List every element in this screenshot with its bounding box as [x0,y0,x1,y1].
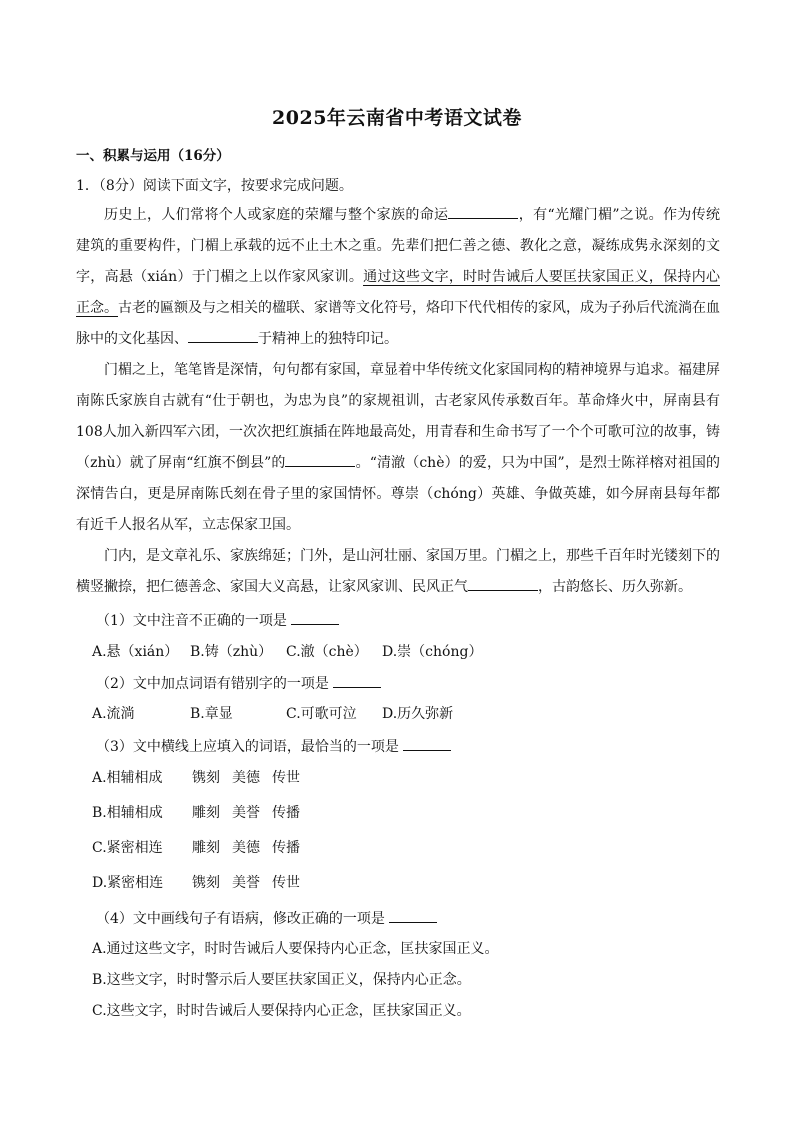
answer-blank [285,452,355,467]
option-word: 美誉 [232,805,260,821]
passage-text: ，有“光耀门楣”之说。作为传统建筑的重要构件，门楣上承载的远不止土木之重。先辈们把仁善之德、教化之意，凝练成隽永深刻的文字，高悬（xián）于门楣之上以作家风家训。 [76,207,720,285]
option-word: 美德 [232,770,260,786]
question-heading: 1．（8分）阅读下面文字，按要求完成问题。 [76,178,353,194]
option-word: 雕刻 [192,805,220,821]
option-d[interactable]: D.崇（chóng） [382,644,483,660]
option-word: 传世 [272,770,300,786]
option-word: 镌刻 [192,875,220,891]
option-word: 传播 [272,840,300,856]
passage-text: 。“清澈（chè）的爱，只为中国”，是烈士陈祥榕对祖国的深情告白，更是屏南陈氏刻在骨子里的家国情怀。尊崇（chóng）英雄、争做英雄，如今屏南县每年都有近千人报名从军，立志保家卫国。 [76,455,720,533]
page-title: 2025年云南省中考语文试卷 [272,107,522,129]
stem-text: （3）文中横线上应填入的词语，最恰当的一项是 [96,739,399,755]
subquestion-2-stem [96,673,381,694]
passage-text: 门内，是文章礼乐、家族绵延；门外，是山河壮丽、家国万里。门楣之上，那些千百年时光镂刻下的横竖撇捺，把仁德善念、家国大义高悬，让家风家训、民风正气 [76,548,720,595]
answer-blank [448,204,518,219]
passage-paragraph-1 [76,200,720,355]
passage-paragraph-2 [76,355,720,541]
option-label: C.紧密相连 [92,840,163,856]
option-b[interactable]: B.铸（zhù） [190,644,273,660]
reading-passage [76,200,720,603]
option-c[interactable]: C.澈（chè） [286,644,368,660]
option-a[interactable]: A.悬（xián） [92,644,179,660]
subquestion-3-stem [96,736,451,757]
subquestion-3-option-c[interactable] [92,838,300,858]
passage-text: 门楣之上，笔笔皆是深情，句句都有家国，章显着中华传统文化家国同构的精神境界与追求。福建屏南陈氏家族自古就有“仕于朝也，为忠为良”的家规祖训，古老家风传承数百年。革命烽火中，屏南县有108人加入新四军六团，一次次把红旗插在阵地最高处，用青春和生命书写了一个个可歌可泣的故事，铸（zhù）就了屏南“红旗不倒县”的 [76,362,720,471]
subquestion-3-option-d[interactable] [92,873,300,893]
stem-text: （4）文中画线句子有语病，修改正确的一项是 [96,911,385,927]
passage-text: 历史上，人们常将个人或家庭的荣耀与整个家族的命运 [104,207,449,223]
option-word: 镌刻 [192,770,220,786]
subquestion-1-stem [96,610,339,631]
answer-blank [403,736,451,751]
underlined-sentence: 通过这些文字，时时告诫后人要匡扶家国正义，保持内心正念。 [76,269,720,316]
option-a[interactable]: A.流淌 [92,706,135,722]
subquestion-1-options [92,642,482,662]
answer-blank [333,673,381,688]
option-label: B.相辅相成 [92,805,163,821]
subquestion-4-option-b[interactable]: B.这些文字，时时警示后人要匡扶家国正义，保持内心正念。 [92,972,471,988]
answer-blank [291,610,339,625]
passage-text: ，古韵悠长、历久弥新。 [538,579,692,595]
option-word: 传世 [272,875,300,891]
answer-blank [188,328,258,343]
answer-blank [468,576,538,591]
option-d[interactable]: D.历久弥新 [382,706,454,722]
option-word: 雕刻 [192,840,220,856]
option-b[interactable]: B.章显 [190,706,233,722]
passage-text: 于精神上的独特印记。 [258,331,398,347]
option-c[interactable]: C.可歌可泣 [286,706,357,722]
option-label: A.相辅相成 [92,770,163,786]
option-word: 美誉 [232,875,260,891]
subquestion-3-option-a[interactable] [92,768,300,788]
stem-text: （1）文中注音不正确的一项是 [96,613,287,629]
stem-text: （2）文中加点词语有错别字的一项是 [96,676,329,692]
subquestion-3-option-b[interactable] [92,803,300,823]
option-word: 传播 [272,805,300,821]
answer-blank [389,908,437,923]
passage-paragraph-3 [76,541,720,603]
subquestion-2-options [92,704,453,724]
subquestion-4-option-c[interactable]: C.这些文字，时时告诫后人要保持内心正念，匡扶家国正义。 [92,1003,471,1019]
subquestion-4-stem [96,908,437,929]
option-label: D.紧密相连 [92,875,164,891]
option-word: 美德 [232,840,260,856]
passage-text: 古老的匾额及与之相关的楹联、家谱等文化符号，烙印下代代相传的家风，成为子孙后代流淌在血脉中的文化基因、 [76,300,720,347]
section-heading: 一、积累与运用（16分） [76,148,230,164]
subquestion-4-option-a[interactable]: A.通过这些文字，时时告诫后人要保持内心正念，匡扶家国正义。 [92,941,499,957]
